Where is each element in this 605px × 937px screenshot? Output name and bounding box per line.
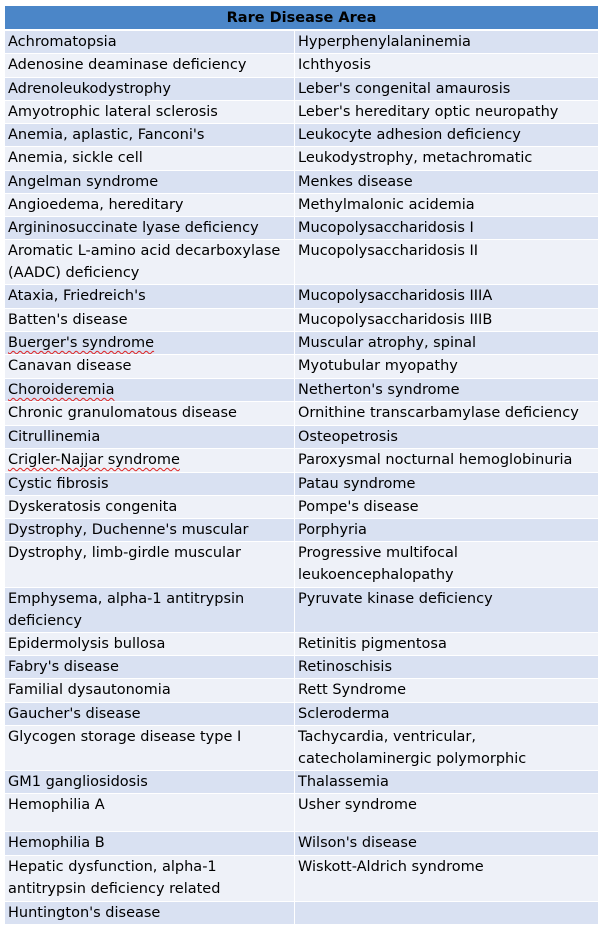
disease-cell-right: Leukocyte adhesion deficiency <box>295 124 599 147</box>
disease-cell-left: Amyotrophic lateral sclerosis <box>5 101 295 124</box>
disease-cell-right: Muscular atrophy, spinal <box>295 332 599 355</box>
disease-cell-right: Paroxysmal nocturnal hemoglobinuria <box>295 449 599 473</box>
table-row <box>5 101 599 124</box>
disease-cell-right: Progressive multifocal leukoencephalopathy <box>295 542 599 588</box>
table-row <box>5 519 599 542</box>
disease-cell-left: Cystic fibrosis <box>5 473 295 496</box>
disease-cell-right: Hyperphenylalaninemia <box>295 30 599 54</box>
table-row <box>5 656 599 679</box>
disease-cell-left: Ataxia, Friedreich's <box>5 285 295 309</box>
table-row <box>5 54 599 78</box>
spellcheck-text: Choroideremia <box>8 382 115 398</box>
disease-cell-right: Menkes disease <box>295 171 599 194</box>
table-row <box>5 78 599 101</box>
table-row <box>5 147 599 171</box>
disease-cell-left: Dyskeratosis congenita <box>5 496 295 519</box>
disease-cell-left <box>5 332 295 355</box>
table-row <box>5 285 599 309</box>
disease-cell-right: Usher syndrome <box>295 794 599 832</box>
disease-cell-right: Pyruvate kinase deficiency <box>295 588 599 633</box>
disease-cell-left: Fabry's disease <box>5 656 295 679</box>
disease-cell-right: Mucopolysaccharidosis I <box>295 217 599 240</box>
disease-cell-left: Aromatic L-amino acid decarboxylase (AADC) deficiency <box>5 240 295 285</box>
disease-cell-left: Epidermolysis bullosa <box>5 633 295 656</box>
disease-cell-right: Scleroderma <box>295 703 599 726</box>
disease-cell-right: Leukodystrophy, metachromatic <box>295 147 599 171</box>
table-row <box>5 30 599 54</box>
disease-cell-right: Ornithine transcarbamylase deficiency <box>295 402 599 426</box>
disease-cell-right: Osteopetrosis <box>295 426 599 449</box>
disease-cell-left: Canavan disease <box>5 355 295 379</box>
disease-cell-left <box>5 449 295 473</box>
disease-cell-right: Methylmalonic acidemia <box>295 194 599 217</box>
table-row <box>5 679 599 703</box>
table-row <box>5 832 599 856</box>
disease-cell-left: Hemophilia A <box>5 794 295 832</box>
disease-cell-left: Gaucher's disease <box>5 703 295 726</box>
table-row <box>5 588 599 633</box>
table-row <box>5 240 599 285</box>
table-row <box>5 633 599 656</box>
disease-cell-left: Hemophilia B <box>5 832 295 856</box>
disease-cell-left: Hepatic dysfunction, alpha-1 antitrypsin deficiency related <box>5 856 295 902</box>
disease-cell-left: Anemia, aplastic, Fanconi's <box>5 124 295 147</box>
disease-cell-left: Chronic granulomatous disease <box>5 402 295 426</box>
disease-cell-left: Emphysema, alpha-1 antitrypsin deficiency <box>5 588 295 633</box>
disease-cell-left: Anemia, sickle cell <box>5 147 295 171</box>
table-row <box>5 309 599 332</box>
disease-cell-right: Retinoschisis <box>295 656 599 679</box>
disease-cell-left: Citrullinemia <box>5 426 295 449</box>
disease-cell-right: Ichthyosis <box>295 54 599 78</box>
disease-cell-right: Patau syndrome <box>295 473 599 496</box>
table-row <box>5 171 599 194</box>
table-row <box>5 726 599 771</box>
table-container <box>4 5 599 925</box>
rare-disease-table <box>4 5 599 925</box>
table-row <box>5 771 599 794</box>
table-row <box>5 402 599 426</box>
disease-cell-right: Mucopolysaccharidosis II <box>295 240 599 285</box>
table-row <box>5 124 599 147</box>
disease-cell-left: Glycogen storage disease type I <box>5 726 295 771</box>
disease-cell-left <box>5 379 295 402</box>
disease-cell-left: Dystrophy, Duchenne's muscular <box>5 519 295 542</box>
disease-cell-right: Leber's hereditary optic neuropathy <box>295 101 599 124</box>
disease-cell-left: GM1 gangliosidosis <box>5 771 295 794</box>
disease-cell-right: Porphyria <box>295 519 599 542</box>
disease-cell-left: Angelman syndrome <box>5 171 295 194</box>
disease-cell-right: Mucopolysaccharidosis IIIA <box>295 285 599 309</box>
table-title: Rare Disease Area <box>5 6 599 31</box>
table-row <box>5 794 599 832</box>
disease-cell-right: Thalassemia <box>295 771 599 794</box>
table-body <box>5 30 599 925</box>
spellcheck-text: Buerger's syndrome <box>8 335 155 351</box>
disease-cell-right: Tachycardia, ventricular, catecholaminergic polymorphic <box>295 726 599 771</box>
disease-cell-left: Argininosuccinate lyase deficiency <box>5 217 295 240</box>
disease-cell-right: Myotubular myopathy <box>295 355 599 379</box>
disease-cell-right: Wilson's disease <box>295 832 599 856</box>
disease-cell-right: Wiskott-Aldrich syndrome <box>295 856 599 902</box>
disease-cell-left: Batten's disease <box>5 309 295 332</box>
disease-cell-right: Netherton's syndrome <box>295 379 599 402</box>
disease-cell-right: Leber's congenital amaurosis <box>295 78 599 101</box>
table-row <box>5 355 599 379</box>
disease-cell-left: Dystrophy, limb-girdle muscular <box>5 542 295 588</box>
disease-cell-left: Angioedema, hereditary <box>5 194 295 217</box>
disease-cell-left: Huntington's disease <box>5 902 295 925</box>
disease-cell-left: Adrenoleukodystrophy <box>5 78 295 101</box>
table-row <box>5 856 599 902</box>
table-row <box>5 426 599 449</box>
disease-cell-right: Mucopolysaccharidosis IIIB <box>295 309 599 332</box>
table-row <box>5 194 599 217</box>
disease-cell-right: Rett Syndrome <box>295 679 599 703</box>
disease-cell-left: Adenosine deaminase deficiency <box>5 54 295 78</box>
disease-cell-left: Familial dysautonomia <box>5 679 295 703</box>
table-row <box>5 449 599 473</box>
table-row <box>5 473 599 496</box>
spellcheck-text: Crigler-Najjar syndrome <box>8 452 180 468</box>
table-row <box>5 703 599 726</box>
disease-cell-left: Achromatopsia <box>5 30 295 54</box>
table-row <box>5 496 599 519</box>
table-row <box>5 542 599 588</box>
table-header-row <box>5 6 599 31</box>
disease-cell-right <box>295 902 599 925</box>
table-row <box>5 902 599 925</box>
disease-cell-right: Retinitis pigmentosa <box>295 633 599 656</box>
disease-cell-right: Pompe's disease <box>295 496 599 519</box>
table-row <box>5 217 599 240</box>
table-row <box>5 332 599 355</box>
table-row <box>5 379 599 402</box>
